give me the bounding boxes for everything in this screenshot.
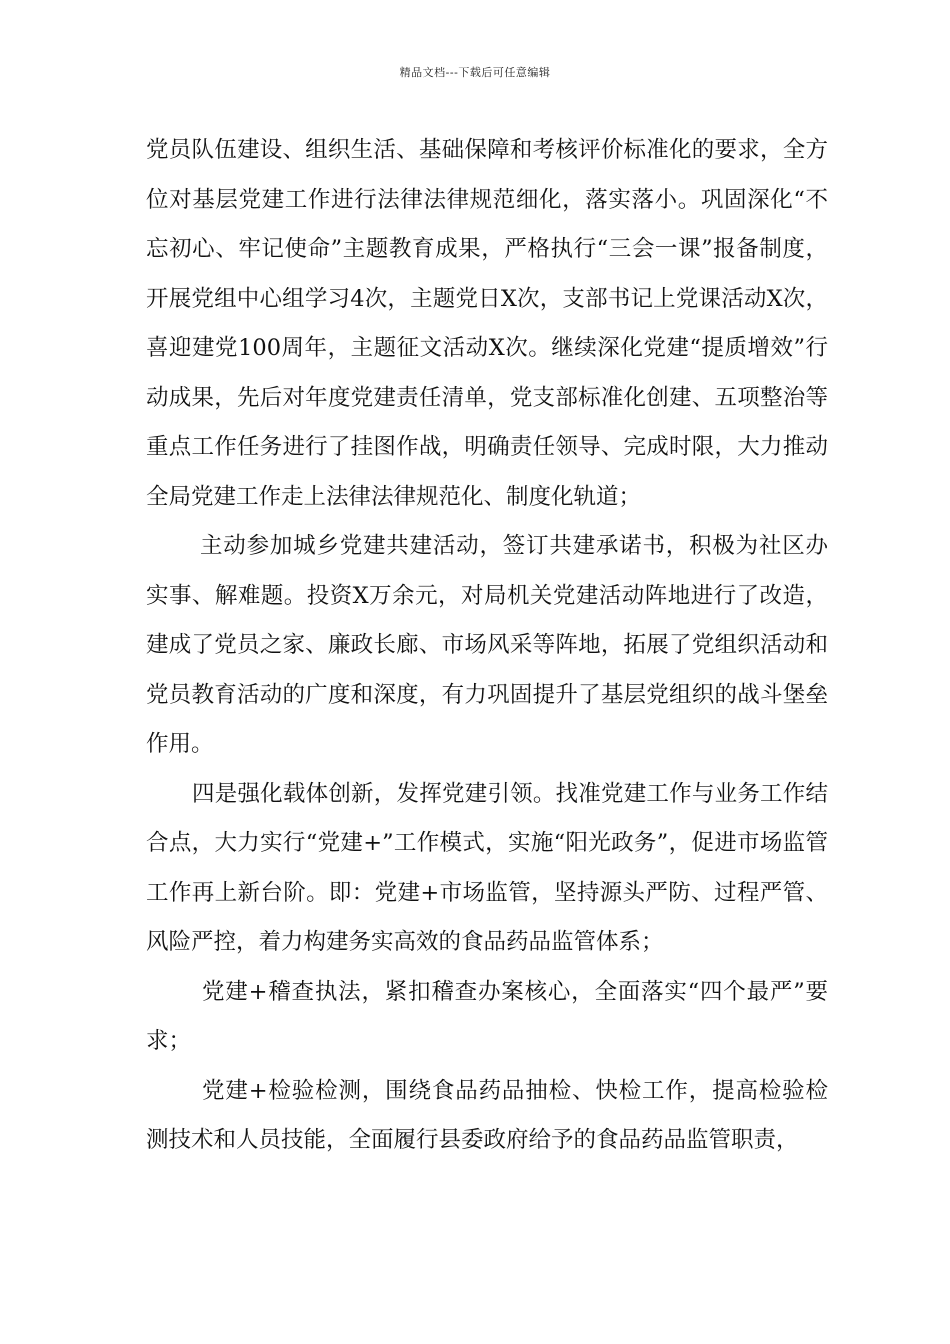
- page-header: 精品文档---下载后可任意编辑: [399, 66, 551, 79]
- paragraph: 党建+检验检测，围绕食品药品抽检、快检工作，提高检验检测技术和人员技能，全面履行县委政府给予的食品药品监管职责，: [146, 1077, 828, 1153]
- paragraph: 党建+稽查执法，紧扣稽查办案核心，全面落实“四个最严”要求；: [146, 978, 828, 1054]
- document-body: [146, 126, 828, 1166]
- paragraph: 主动参加城乡党建共建活动，签订共建承诺书，积极为社区办实事、解难题。投资X万余元，对局机关党建活动阵地进行了改造，建成了党员之家、廉政长廊、市场风采等阵地，拓展了党组织活动和党员教育活动的广度和深度，有力巩固提升了基层党组织的战斗堡垒作用。: [146, 533, 828, 757]
- paragraph: 党员队伍建设、组织生活、基础保障和考核评价标准化的要求，全方位对基层党建工作进行法律法律规范细化，落实落小。巩固深化“不忘初心、牢记使命”主题教育成果，严格执行“三会一课”报备制度，开展党组中心组学习4次，主题党日X次，支部书记上党课活动X次，喜迎建党100周年，主题征文活动X次。继续深化党建“提质增效”行动成果，先后对年度党建责任清单，党支部标准化创建、五项整治等重点工作任务进行了挂图作战，明确责任领导、完成时限，大力推动全局党建工作走上法律法律规范化、制度化轨道；: [146, 137, 828, 510]
- paragraph: 四是强化载体创新，发挥党建引领。找准党建工作与业务工作结合点，大力实行“党建+”工作模式，实施“阳光政务”，促进市场监管工作再上新台阶。即：党建+市场监管，坚持源头严防、过程严管、风险严控，着力构建务实高效的食品药品监管体系；: [146, 780, 828, 955]
